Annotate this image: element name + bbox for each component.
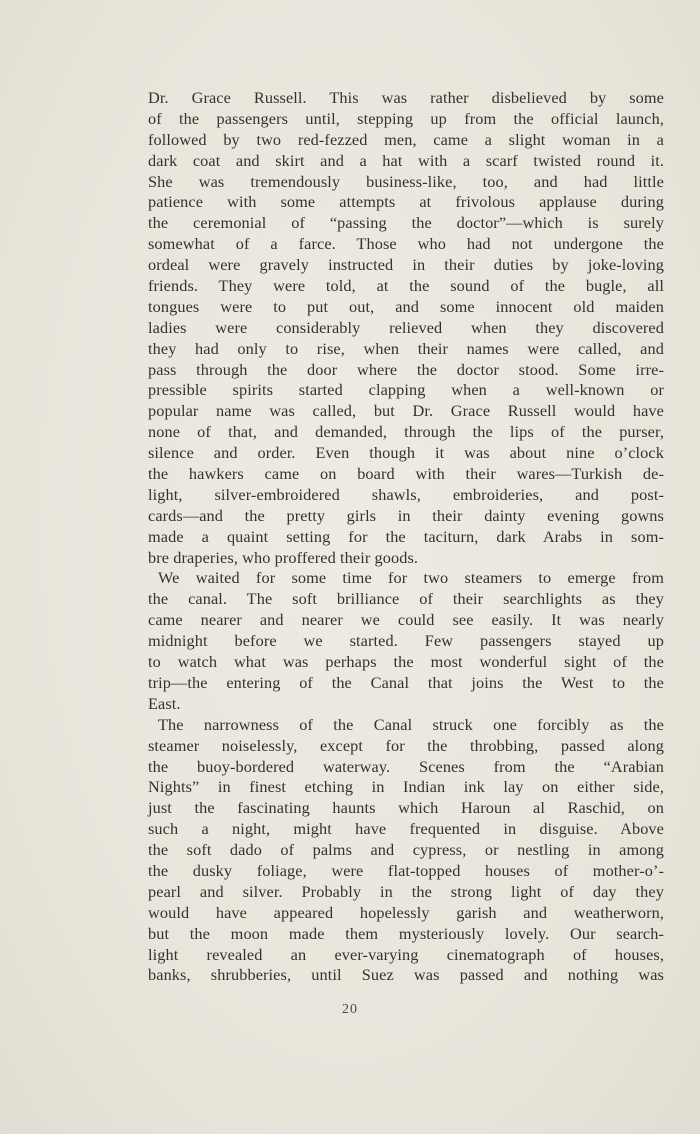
text-line: would have appeared hopelessly garish and weatherworn, <box>148 902 664 922</box>
text-line: silence and order. Even though it was about nine o’clock <box>148 443 664 463</box>
text-line: somewhat of a farce. Those who had not undergone the <box>148 234 664 254</box>
text-line: the soft dado of palms and cypress, or nestling in among <box>148 840 664 860</box>
text-line: came nearer and nearer we could see easily. It was nearly <box>148 610 664 630</box>
text-line: they had only to rise, when their names were called, and <box>148 338 664 358</box>
text-line: East. <box>148 693 181 713</box>
text-line: dark coat and skirt and a hat with a scarf twisted round it. <box>148 150 664 170</box>
text-line: pressible spirits started clapping when a well-known or <box>148 380 664 400</box>
text-line: We waited for some time for two steamers to emerge from <box>158 568 664 588</box>
text-line: none of that, and demanded, through the lips of the purser, <box>148 422 664 442</box>
text-line: tongues were to put out, and some innocent old maiden <box>148 296 664 316</box>
paragraph-2 <box>148 568 664 714</box>
text-line: the ceremonial of “passing the doctor”—which is surely <box>148 213 664 233</box>
text-line: pearl and silver. Probably in the strong light of day they <box>148 881 664 901</box>
text-line: of the passengers until, stepping up from the official launch, <box>148 108 664 128</box>
text-line: friends. They were told, at the sound of the bugle, all <box>148 276 664 296</box>
text-line: cards—and the pretty girls in their dainty evening gowns <box>148 505 664 525</box>
text-line: ladies were considerably relieved when they discovered <box>148 317 664 337</box>
text-line: light revealed an ever-varying cinematograph of houses, <box>148 944 664 964</box>
text-line: steamer noiselessly, except for the throbbing, passed along <box>148 735 664 755</box>
text-line: the canal. The soft brilliance of their searchlights as they <box>148 589 664 609</box>
text-line: such a night, might have frequented in disguise. Above <box>148 819 664 839</box>
text-line: the buoy-bordered waterway. Scenes from the “Arabian <box>148 756 664 776</box>
text-line: to watch what was perhaps the most wonderful sight of the <box>148 652 664 672</box>
page-number: 20 <box>342 1002 358 1017</box>
text-line: ordeal were gravely instructed in their duties by joke-loving <box>148 255 664 275</box>
text-line: made a quaint setting for the taciturn, dark Arabs in som- <box>148 526 664 546</box>
body-text <box>148 88 664 986</box>
text-line: popular name was called, but Dr. Grace Russell would have <box>148 401 664 421</box>
text-line: pass through the door where the doctor stood. Some irre- <box>148 359 664 379</box>
text-line: patience with some attempts at frivolous applause during <box>148 192 664 212</box>
text-line: just the fascinating haunts which Haroun al Raschid, on <box>148 798 664 818</box>
paragraph-3 <box>148 715 664 987</box>
text-line: midnight before we started. Few passengers stayed up <box>148 631 664 651</box>
text-line: She was tremendously business-like, too, and had little <box>148 171 664 191</box>
text-line: Dr. Grace Russell. This was rather disbelieved by some <box>148 88 664 107</box>
text-line: Nights” in finest etching in Indian ink lay on either side, <box>148 777 664 797</box>
text-line: The narrowness of the Canal struck one forcibly as the <box>158 714 664 734</box>
text-line: banks, shrubberies, until Suez was passed and nothing was <box>148 965 664 985</box>
text-line: the dusky foliage, were flat-topped houses of mother-o’- <box>148 860 664 880</box>
text-line: bre draperies, who proffered their goods. <box>148 547 419 567</box>
text-line: light, silver-embroidered shawls, embroideries, and post- <box>148 484 664 504</box>
text-line: trip—the entering of the Canal that joins the West to the <box>148 672 664 692</box>
text-line: followed by two red-fezzed men, came a slight woman in a <box>148 129 664 149</box>
text-line: but the moon made them mysteriously lovely. Our search- <box>148 923 664 943</box>
text-line: the hawkers came on board with their wares—Turkish de- <box>148 464 664 484</box>
paragraph-1 <box>148 88 664 568</box>
